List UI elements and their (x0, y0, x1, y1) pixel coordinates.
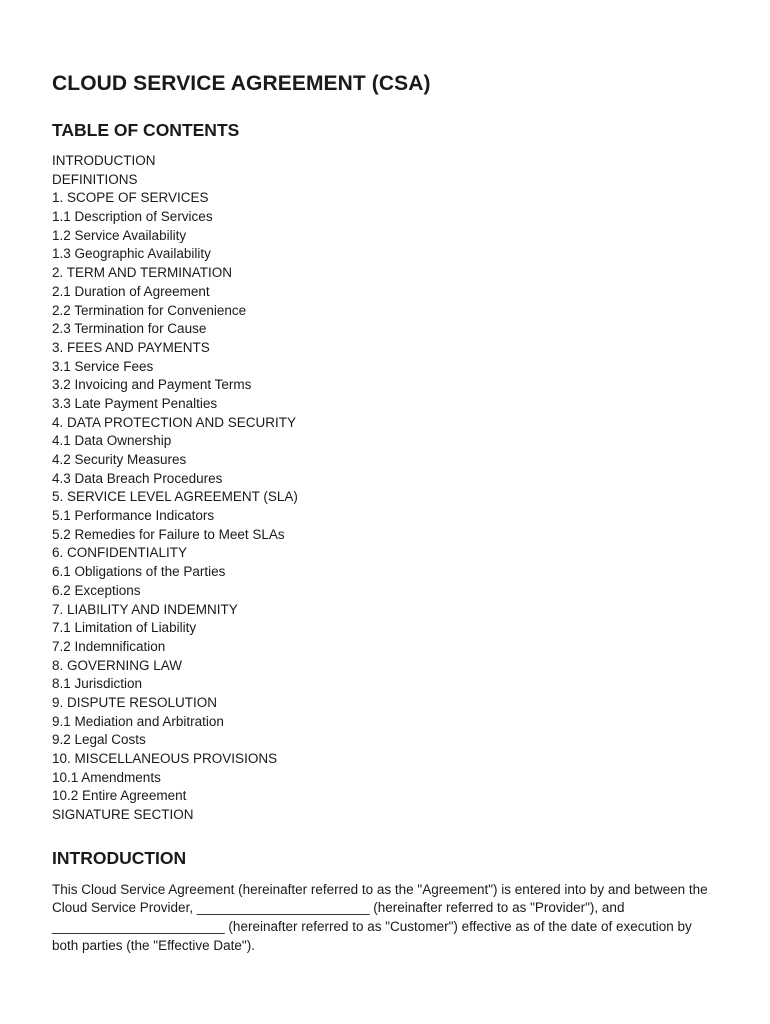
toc-item: 1. SCOPE OF SERVICES (52, 190, 209, 206)
toc-item: 3. FEES AND PAYMENTS (52, 339, 210, 355)
toc-item: SIGNATURE SECTION (52, 807, 194, 823)
toc-item: 4.2 Security Measures (52, 452, 187, 467)
toc-item: 8. GOVERNING LAW (52, 657, 183, 673)
toc-item: 9.1 Mediation and Arbitration (52, 713, 224, 729)
toc-item: 1.2 Service Availability (52, 227, 187, 243)
document-page (52, 70, 720, 956)
toc-item: 6.1 Obligations of the Parties (52, 564, 226, 580)
toc-item: 7. LIABILITY AND INDEMNITY (52, 601, 238, 617)
toc-item: 6. CONFIDENTIALITY (52, 545, 188, 561)
toc-item: 7.2 Indemnification (52, 638, 166, 654)
toc-item: 1.1 Description of Services (52, 209, 213, 225)
toc-item: 2.2 Termination for Convenience (52, 302, 247, 318)
toc-item: 2.1 Duration of Agreement (52, 283, 210, 299)
toc-item: 3.2 Invoicing and Payment Terms (52, 377, 252, 393)
toc-item: 4.1 Data Ownership (52, 433, 172, 449)
toc-item: 10.2 Entire Agreement (52, 788, 187, 804)
toc-item: 5.2 Remedies for Failure to Meet SLAs (52, 526, 285, 542)
toc-item: 5.1 Performance Indicators (52, 508, 215, 524)
table-of-contents (52, 152, 720, 825)
toc-item: 10. MISCELLANEOUS PROVISIONS (52, 751, 278, 766)
toc-item: DEFINITIONS (52, 171, 138, 187)
toc-item: 10.1 Amendments (52, 769, 161, 785)
toc-item: 4. DATA PROTECTION AND SECURITY (52, 414, 297, 430)
document-title: CLOUD SERVICE AGREEMENT (CSA) (52, 72, 431, 95)
introduction-paragraph: This Cloud Service Agreement (hereinafter referred to as the "Agreement") is entered into by and between the Cloud Service Provider, _______________________ (hereinafter referred to as "Provider"), and _______________________ (hereinafter referred to as "Customer") effective as of the date of execution by both parties (the "Effective Date"). (52, 881, 708, 953)
toc-item: 4.3 Data Breach Procedures (52, 470, 223, 486)
toc-heading: TABLE OF CONTENTS (52, 120, 240, 140)
toc-item: 9. DISPUTE RESOLUTION (52, 694, 218, 710)
introduction-heading: INTRODUCTION (52, 847, 187, 868)
toc-item: 2. TERM AND TERMINATION (52, 265, 233, 281)
toc-item: 5. SERVICE LEVEL AGREEMENT (SLA) (52, 489, 298, 505)
toc-item: 2.3 Termination for Cause (52, 321, 207, 337)
toc-item: 6.2 Exceptions (52, 582, 141, 598)
toc-item: 9.2 Legal Costs (52, 732, 146, 748)
toc-item: 3.3 Late Payment Penalties (52, 395, 218, 411)
toc-item: 3.1 Service Fees (52, 358, 154, 374)
toc-item: INTRODUCTION (52, 153, 156, 168)
toc-item: 8.1 Jurisdiction (52, 676, 143, 692)
toc-item: 7.1 Limitation of Liability (52, 620, 197, 636)
toc-item: 1.3 Geographic Availability (52, 246, 211, 262)
